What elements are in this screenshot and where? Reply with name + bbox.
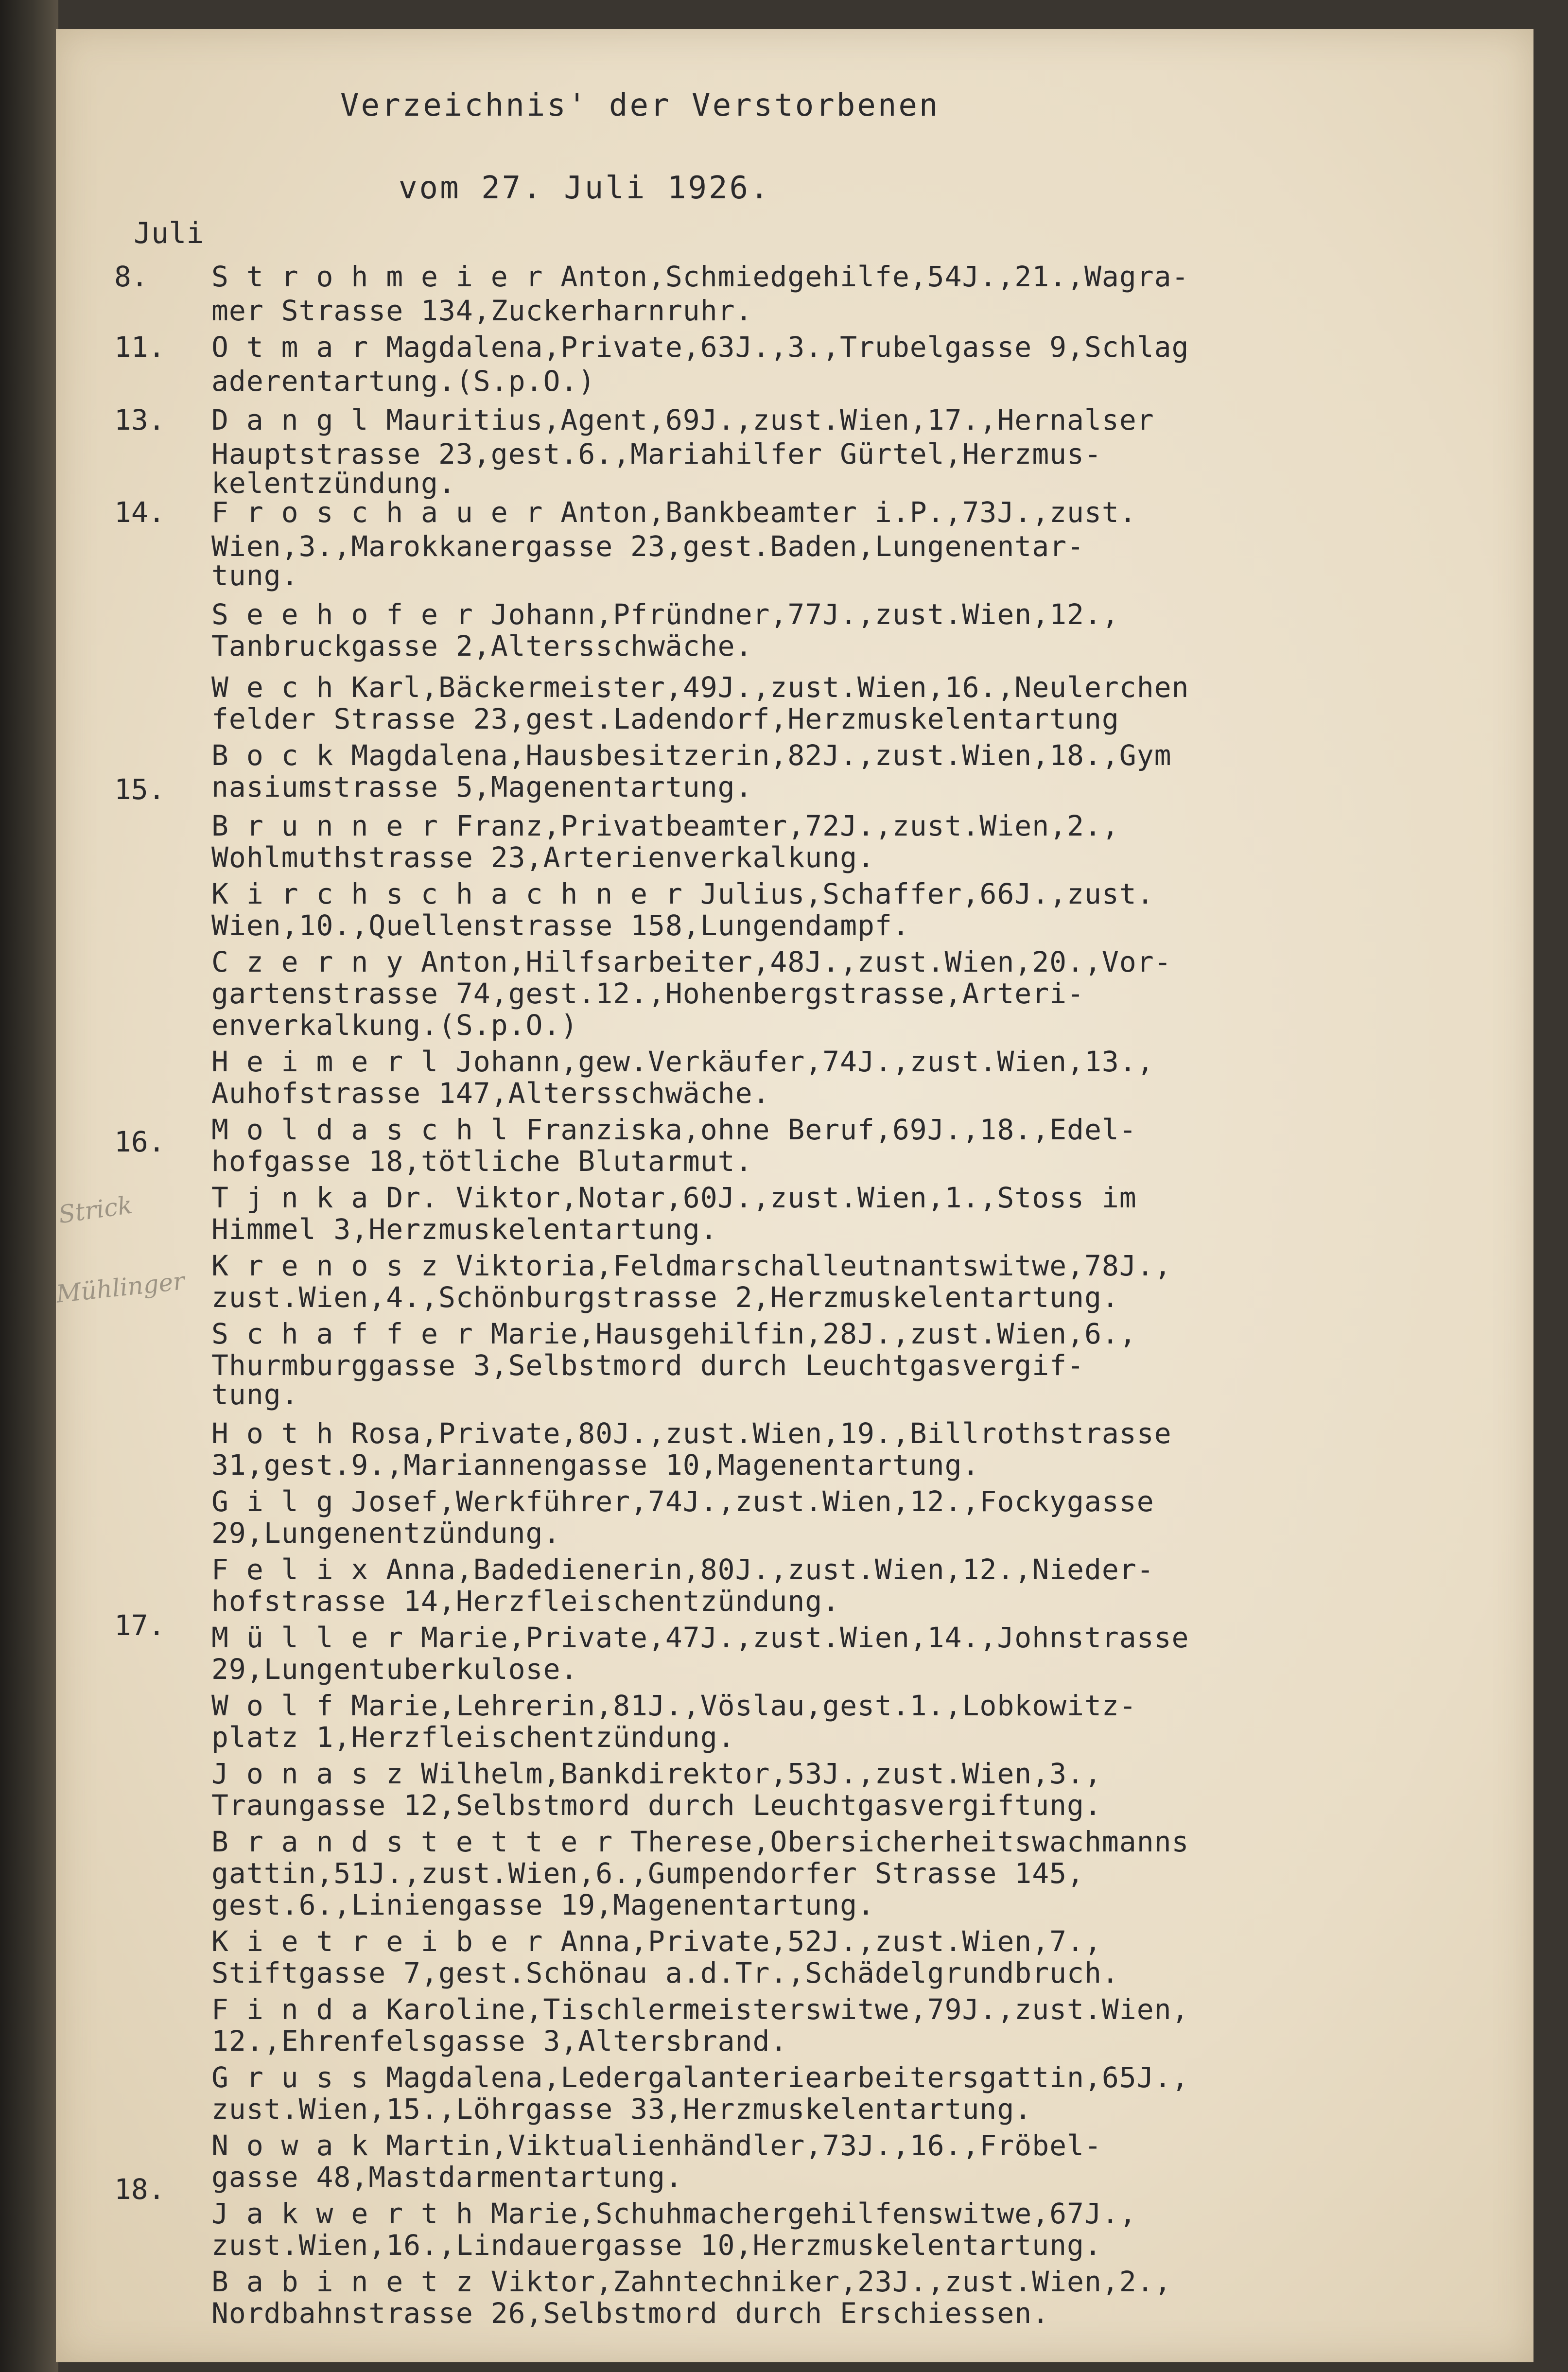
entry-line: F r o s c h a u e r Anton,Bankbeamter i.P.,73J.,zust. [211, 496, 1137, 529]
document-title: Verzeichnis' der Verstorbenen [340, 87, 940, 123]
entry-line: H e i m e r l Johann,gew.Verkäufer,74J.,zust.Wien,13., [211, 1045, 1154, 1078]
margin-note: Strick [56, 1190, 134, 1229]
entry-line: hofstrasse 14,Herzfleischentzündung. [211, 1585, 840, 1618]
entry-line: tung. [211, 1378, 299, 1411]
entry-line: Nordbahnstrasse 26,Selbstmord durch Erschiessen. [211, 2297, 1050, 2330]
day-label: 11. [114, 331, 165, 364]
entry-line: Himmel 3,Herzmuskelentartung. [211, 1213, 718, 1246]
entry-line: K i r c h s c h a c h n e r Julius,Schaffer,66J.,zust. [211, 877, 1154, 910]
entry-line: gattin,51J.,zust.Wien,6.,Gumpendorfer Strasse 145, [211, 1857, 1084, 1890]
day-label: 17. [114, 1609, 165, 1642]
entry-line: 12.,Ehrenfelsgasse 3,Altersbrand. [211, 2024, 788, 2058]
entry-line: J a k w e r t h Marie,Schuhmachergehilfenswitwe,67J., [211, 2197, 1137, 2230]
entry-line: J o n a s z Wilhelm,Bankdirektor,53J.,zust.Wien,3., [211, 1757, 1102, 1790]
entry-line: tung. [211, 559, 299, 592]
entry-line: Auhofstrasse 147,Altersschwäche. [211, 1077, 770, 1110]
entry-line: B a b i n e t z Viktor,Zahntechniker,23J.,zust.Wien,2., [211, 2265, 1172, 2298]
day-label: 16. [114, 1125, 165, 1158]
entry-line: M o l d a s c h l Franziska,ohne Beruf,69J.,18.,Edel- [211, 1113, 1137, 1146]
entry-line: Wien,3.,Marokkanergasse 23,gest.Baden,Lungenentar- [211, 530, 1084, 563]
entry-line: S t r o h m e i e r Anton,Schmiedgehilfe,54J.,21.,Wagra- [211, 260, 1189, 293]
entry-line: S e e h o f e r Johann,Pfründner,77J.,zust.Wien,12., [211, 598, 1119, 631]
entry-line: D a n g l Mauritius,Agent,69J.,zust.Wien,17.,Hernalser [211, 403, 1154, 436]
day-label: 15. [114, 773, 165, 806]
entry-line: O t m a r Magdalena,Private,63J.,3.,Trubelgasse 9,Schlag [211, 331, 1189, 364]
entry-line: zust.Wien,15.,Löhrgasse 33,Herzmuskelentartung. [211, 2093, 1032, 2126]
entry-line: Thurmburggasse 3,Selbstmord durch Leuchtgasvergif- [211, 1349, 1084, 1382]
entry-line: S c h a f f e r Marie,Hausgehilfin,28J.,zust.Wien,6., [211, 1317, 1137, 1350]
entry-line: gartenstrasse 74,gest.12.,Hohenbergstrasse,Arteri- [211, 977, 1084, 1010]
entry-line: gest.6.,Liniengasse 19,Magenentartung. [211, 1888, 875, 1921]
entry-line: 29,Lungenentzündung. [211, 1517, 561, 1550]
entry-line: 31,gest.9.,Mariannengasse 10,Magenentartung. [211, 1448, 980, 1482]
entry-line: Traungasse 12,Selbstmord durch Leuchtgasvergiftung. [211, 1789, 1102, 1822]
entry-line: G i l g Josef,Werkführer,74J.,zust.Wien,12.,Fockygasse [211, 1485, 1154, 1518]
entry-line: aderentartung.(S.p.O.) [211, 365, 596, 398]
document-page [56, 29, 1533, 2362]
entry-line: G r u s s Magdalena,Ledergalanteriearbeitersgattin,65J., [211, 2061, 1189, 2094]
day-label: 13. [114, 403, 165, 436]
entry-line: zust.Wien,4.,Schönburgstrasse 2,Herzmuskelentartung. [211, 1281, 1119, 1314]
entry-line: N o w a k Martin,Viktualienhändler,73J.,16.,Fröbel- [211, 2129, 1102, 2162]
entry-line: Stiftgasse 7,gest.Schönau a.d.Tr.,Schädelgrundbruch. [211, 1956, 1119, 1989]
entry-line: Wohlmuthstrasse 23,Arterienverkalkung. [211, 841, 875, 874]
entry-line: kelentzündung. [211, 467, 456, 500]
entry-line: 29,Lungentuberkulose. [211, 1653, 578, 1686]
entry-line: W e c h Karl,Bäckermeister,49J.,zust.Wien,16.,Neulerchen [211, 671, 1189, 704]
month-label: Juli [134, 216, 204, 250]
entry-line: W o l f Marie,Lehrerin,81J.,Vöslau,gest.1.,Lobkowitz- [211, 1689, 1137, 1722]
day-label: 8. [114, 260, 148, 293]
entry-line: F e l i x Anna,Badedienerin,80J.,zust.Wien,12.,Nieder- [211, 1553, 1154, 1586]
day-label: 18. [114, 2173, 165, 2206]
entry-line: H o t h Rosa,Private,80J.,zust.Wien,19.,Billrothstrasse [211, 1417, 1172, 1450]
entry-line: C z e r n y Anton,Hilfsarbeiter,48J.,zust.Wien,20.,Vor- [211, 945, 1172, 978]
entry-line: B r u n n e r Franz,Privatbeamter,72J.,zust.Wien,2., [211, 809, 1119, 842]
entry-line: gasse 48,Mastdarmentartung. [211, 2161, 683, 2194]
entry-line: hofgasse 18,tötliche Blutarmut. [211, 1145, 753, 1178]
entry-line: K i e t r e i b e r Anna,Private,52J.,zust.Wien,7., [211, 1925, 1102, 1958]
entry-line: Tanbruckgasse 2,Altersschwäche. [211, 629, 753, 663]
document-date: vom 27. Juli 1926. [399, 170, 771, 206]
margin-note: Mühlinger [54, 1267, 186, 1308]
entry-line: mer Strasse 134,Zuckerharnruhr. [211, 294, 753, 327]
entry-line: T j n k a Dr. Viktor,Notar,60J.,zust.Wien,1.,Stoss im [211, 1181, 1137, 1214]
book-binding [0, 0, 58, 2372]
entry-line: F i n d a Karoline,Tischlermeisterswitwe,79J.,zust.Wien, [211, 1993, 1189, 2026]
entry-line: M ü l l e r Marie,Private,47J.,zust.Wien,14.,Johnstrasse [211, 1621, 1189, 1654]
entry-line: felder Strasse 23,gest.Ladendorf,Herzmuskelentartung [211, 702, 1119, 735]
entry-line: Wien,10.,Quellenstrasse 158,Lungendampf. [211, 909, 910, 942]
entry-line: K r e n o s z Viktoria,Feldmarschalleutnantswitwe,78J., [211, 1249, 1172, 1282]
entry-line: B r a n d s t e t t e r Therese,Obersicherheitswachmanns [211, 1825, 1189, 1858]
entry-line: nasiumstrasse 5,Magenentartung. [211, 770, 753, 803]
day-label: 14. [114, 496, 165, 529]
entry-line: platz 1,Herzfleischentzündung. [211, 1721, 735, 1754]
entry-line: Hauptstrasse 23,gest.6.,Mariahilfer Gürtel,Herzmus- [211, 437, 1102, 471]
entry-line: zust.Wien,16.,Lindauergasse 10,Herzmuskelentartung. [211, 2229, 1102, 2262]
entry-line: enverkalkung.(S.p.O.) [211, 1009, 578, 1042]
entry-line: B o c k Magdalena,Hausbesitzerin,82J.,zust.Wien,18.,Gym [211, 739, 1172, 772]
